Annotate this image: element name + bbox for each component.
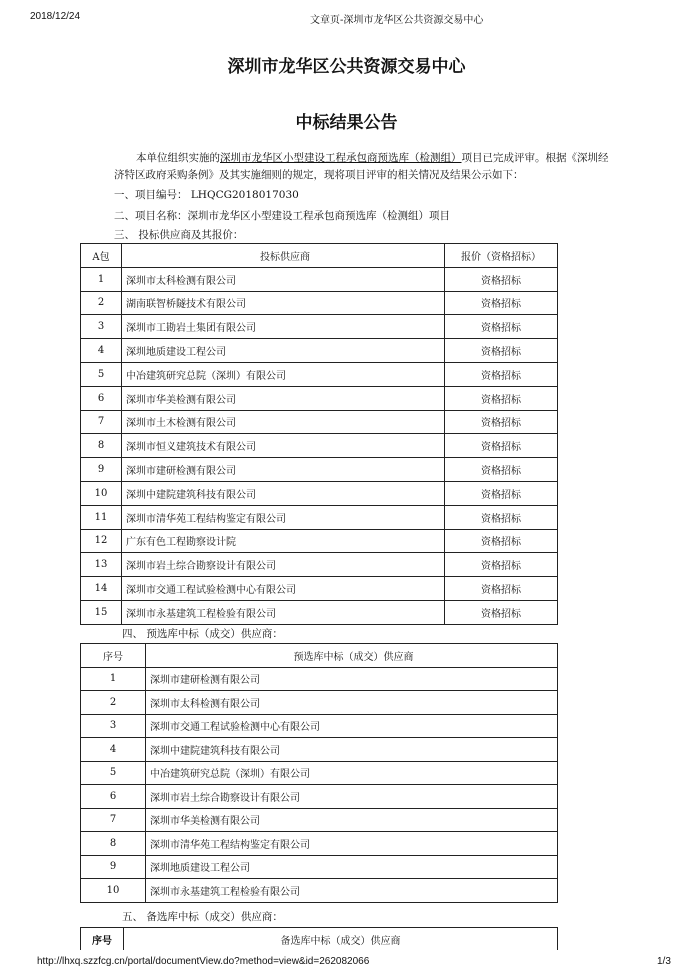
cell-supplier: 深圳市建研检测有限公司 <box>146 667 558 691</box>
preselected-heading: 四、 预选库中标（成交）供应商： <box>122 628 283 640</box>
project-number-line: 一、项目编号： LHQCG2018017030 <box>114 189 299 201</box>
cell-supplier: 深圳市交通工程试验检测中心有限公司 <box>122 577 445 601</box>
table-row <box>81 386 558 410</box>
cell-index: 5 <box>81 761 146 785</box>
cell-index: 9 <box>81 855 146 879</box>
col-header-supplier: 备选库中标（成交）供应商 <box>124 928 558 951</box>
cell-index: 3 <box>81 315 122 339</box>
table-row <box>81 785 558 809</box>
intro-paragraph <box>114 150 614 184</box>
alternate-table <box>80 927 558 950</box>
table-row <box>81 481 558 505</box>
col-header-index: 序号 <box>81 644 146 668</box>
cell-quote: 资格招标 <box>445 553 558 577</box>
cell-supplier: 深圳市建研检测有限公司 <box>122 458 445 482</box>
cell-index: 13 <box>81 553 122 577</box>
cell-index: 11 <box>81 505 122 529</box>
cell-quote: 资格招标 <box>445 600 558 624</box>
table-header-row <box>81 928 558 951</box>
cell-index: 2 <box>81 691 146 715</box>
cell-index: 8 <box>81 832 146 856</box>
table-row <box>81 714 558 738</box>
table-row <box>81 339 558 363</box>
table-header-row <box>81 244 558 268</box>
table-row <box>81 738 558 762</box>
table-row <box>81 553 558 577</box>
cell-supplier: 深圳市太科检测有限公司 <box>122 267 445 291</box>
cell-quote: 资格招标 <box>445 529 558 553</box>
col-header-supplier: 预选库中标（成交）供应商 <box>146 644 558 668</box>
table-row <box>81 577 558 601</box>
table-row <box>81 761 558 785</box>
cell-supplier: 深圳中建院建筑科技有限公司 <box>146 738 558 762</box>
bidders-heading: 三、 投标供应商及其报价： <box>114 229 244 241</box>
cell-index: 2 <box>81 291 122 315</box>
cell-index: 4 <box>81 339 122 363</box>
table-header-row <box>81 644 558 668</box>
cell-quote: 资格招标 <box>445 434 558 458</box>
cell-supplier: 深圳市永基建筑工程检验有限公司 <box>122 600 445 624</box>
cell-supplier: 中冶建筑研究总院（深圳）有限公司 <box>146 761 558 785</box>
page-subtitle: 中标结果公告 <box>295 113 398 133</box>
cell-index: 7 <box>81 808 146 832</box>
preselected-table <box>80 643 558 903</box>
table-row <box>81 808 558 832</box>
cell-quote: 资格招标 <box>445 577 558 601</box>
cell-index: 9 <box>81 458 122 482</box>
cell-supplier: 深圳市太科检测有限公司 <box>146 691 558 715</box>
bidders-table <box>80 243 558 625</box>
project-name-line: 二、项目名称：深圳市龙华区小型建设工程承包商预选库（检测组）项目 <box>114 210 450 222</box>
cell-supplier: 深圳市土木检测有限公司 <box>122 410 445 434</box>
cell-index: 5 <box>81 362 122 386</box>
col-header-package: A包 <box>81 244 122 268</box>
cell-index: 3 <box>81 714 146 738</box>
cell-supplier: 深圳市华美检测有限公司 <box>146 808 558 832</box>
cell-quote: 资格招标 <box>445 362 558 386</box>
cell-index: 1 <box>81 267 122 291</box>
cell-index: 1 <box>81 667 146 691</box>
table-row <box>81 362 558 386</box>
cell-index: 10 <box>81 879 146 903</box>
alternate-heading: 五、 备选库中标（成交）供应商： <box>122 911 283 923</box>
cell-quote: 资格招标 <box>445 315 558 339</box>
cell-supplier: 深圳市清华苑工程结构鉴定有限公司 <box>122 505 445 529</box>
table-row <box>81 458 558 482</box>
table-row <box>81 855 558 879</box>
intro-suffix: 项目已完成评审。根据《深圳经济特区政府采购条例》及其实施细则的规定，现将项目评审的相关情况及结果公示如下： <box>114 152 609 181</box>
cell-index: 6 <box>81 785 146 809</box>
cell-supplier: 深圳市华美检测有限公司 <box>122 386 445 410</box>
footer-url: http://lhxq.szzfcg.cn/portal/documentView.do?method=view&id=262082066 <box>37 956 370 967</box>
table-row <box>81 291 558 315</box>
table-row <box>81 600 558 624</box>
cell-quote: 资格招标 <box>445 458 558 482</box>
cell-index: 15 <box>81 600 122 624</box>
table-row <box>81 691 558 715</box>
cell-index: 7 <box>81 410 122 434</box>
cell-index: 12 <box>81 529 122 553</box>
col-header-index: 序号 <box>81 928 124 951</box>
table-row <box>81 529 558 553</box>
cell-quote: 资格招标 <box>445 339 558 363</box>
col-header-quote: 报价（资格招标） <box>445 244 558 268</box>
table-row <box>81 667 558 691</box>
cell-quote: 资格招标 <box>445 481 558 505</box>
table-row <box>81 315 558 339</box>
table-row <box>81 505 558 529</box>
table-row <box>81 434 558 458</box>
intro-prefix: 本单位组织实施的 <box>136 152 220 164</box>
cell-quote: 资格招标 <box>445 505 558 529</box>
cell-index: 4 <box>81 738 146 762</box>
cell-supplier: 深圳地质建设工程公司 <box>122 339 445 363</box>
page-title: 深圳市龙华区公共资源交易中心 <box>227 57 466 77</box>
cell-supplier: 深圳市岩土综合勘察设计有限公司 <box>122 553 445 577</box>
cell-index: 8 <box>81 434 122 458</box>
cell-supplier: 湖南联智桥隧技术有限公司 <box>122 291 445 315</box>
cell-quote: 资格招标 <box>445 386 558 410</box>
table-row <box>81 832 558 856</box>
cell-supplier: 深圳市工勘岩土集团有限公司 <box>122 315 445 339</box>
cell-supplier: 广东有色工程勘察设计院 <box>122 529 445 553</box>
cell-quote: 资格招标 <box>445 291 558 315</box>
cell-index: 6 <box>81 386 122 410</box>
cell-index: 10 <box>81 481 122 505</box>
cell-supplier: 深圳市恒义建筑技术有限公司 <box>122 434 445 458</box>
cell-index: 14 <box>81 577 122 601</box>
table-row <box>81 267 558 291</box>
table-row <box>81 879 558 903</box>
col-header-supplier: 投标供应商 <box>122 244 445 268</box>
cell-supplier: 深圳地质建设工程公司 <box>146 855 558 879</box>
cell-supplier: 深圳中建院建筑科技有限公司 <box>122 481 445 505</box>
cell-supplier: 深圳市岩土综合勘察设计有限公司 <box>146 785 558 809</box>
cell-supplier: 深圳市永基建筑工程检验有限公司 <box>146 879 558 903</box>
cell-quote: 资格招标 <box>445 267 558 291</box>
cell-quote: 资格招标 <box>445 410 558 434</box>
print-header-title: 文章页-深圳市龙华区公共资源交易中心 <box>310 15 484 26</box>
print-date: 2018/12/24 <box>30 11 81 22</box>
table-row <box>81 410 558 434</box>
page-number: 1/3 <box>657 956 671 967</box>
cell-supplier: 深圳市清华苑工程结构鉴定有限公司 <box>146 832 558 856</box>
cell-supplier: 中冶建筑研究总院（深圳）有限公司 <box>122 362 445 386</box>
cell-supplier: 深圳市交通工程试验检测中心有限公司 <box>146 714 558 738</box>
intro-project-name: 深圳市龙华区小型建设工程承包商预选库（检测组） <box>220 152 462 164</box>
